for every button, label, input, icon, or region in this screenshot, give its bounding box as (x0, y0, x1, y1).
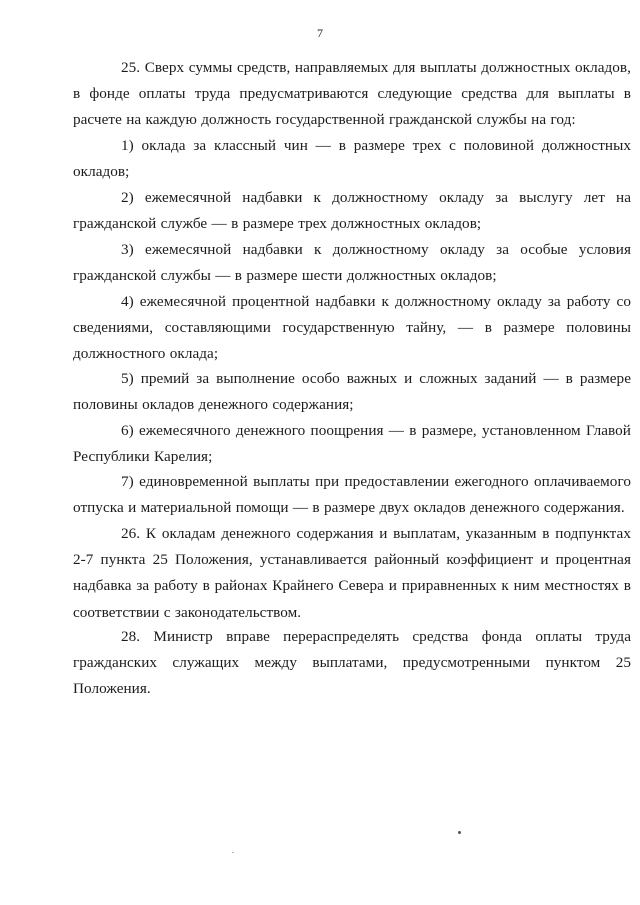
paragraph-26: 26. К окладам денежного содержания и выплатам, указанным в подпунктах 2-7 пункта 25 Положения, устанавливается районный коэффициент и процентная надбавка за работу в районах Крайнего Севера и приравненных к ним местностях в соответствии с законодательством. (73, 525, 631, 621)
paragraph-28: 28. Министр вправе перераспределять средства фонда оплаты труда гражданских служащих между выплатами, предусмотренными пунктом 25 Положения. (73, 628, 631, 698)
scan-speck (232, 852, 234, 853)
paragraph-25: 25. Сверх суммы средств, направляемых для выплаты должностных окладов, в фонде оплаты труда предусматриваются следующие средства для выплаты в расчете на каждую должность государственной гражданской службы на год: (73, 59, 631, 129)
page-number: 7 (317, 26, 323, 40)
list-item-7: 7) единовременной выплаты при предоставлении ежегодного оплачиваемого отпуска и материальной помощи — в размере двух окладов денежного содержания. (73, 473, 631, 517)
list-item-2: 2) ежемесячной надбавки к должностному окладу за выслугу лет на гражданской службе — в размере трех должностных окладов; (73, 189, 631, 233)
list-item-4: 4) ежемесячной процентной надбавки к должностному окладу за работу со сведениями, составляющими государственную тайну, — в размере половины должностного оклада; (73, 293, 631, 363)
list-item-1: 1) оклада за классный чин — в размере трех с половиной должностных окладов; (73, 137, 631, 181)
list-item-6: 6) ежемесячного денежного поощрения — в размере, установленном Главой Республики Карелия; (73, 422, 631, 466)
scan-speck (458, 831, 461, 834)
list-item-5: 5) премий за выполнение особо важных и сложных заданий — в размере половины окладов денежного содержания; (73, 370, 631, 414)
list-item-3: 3) ежемесячной надбавки к должностному окладу за особые условия гражданской службы — в размере шести должностных окладов; (73, 241, 631, 285)
